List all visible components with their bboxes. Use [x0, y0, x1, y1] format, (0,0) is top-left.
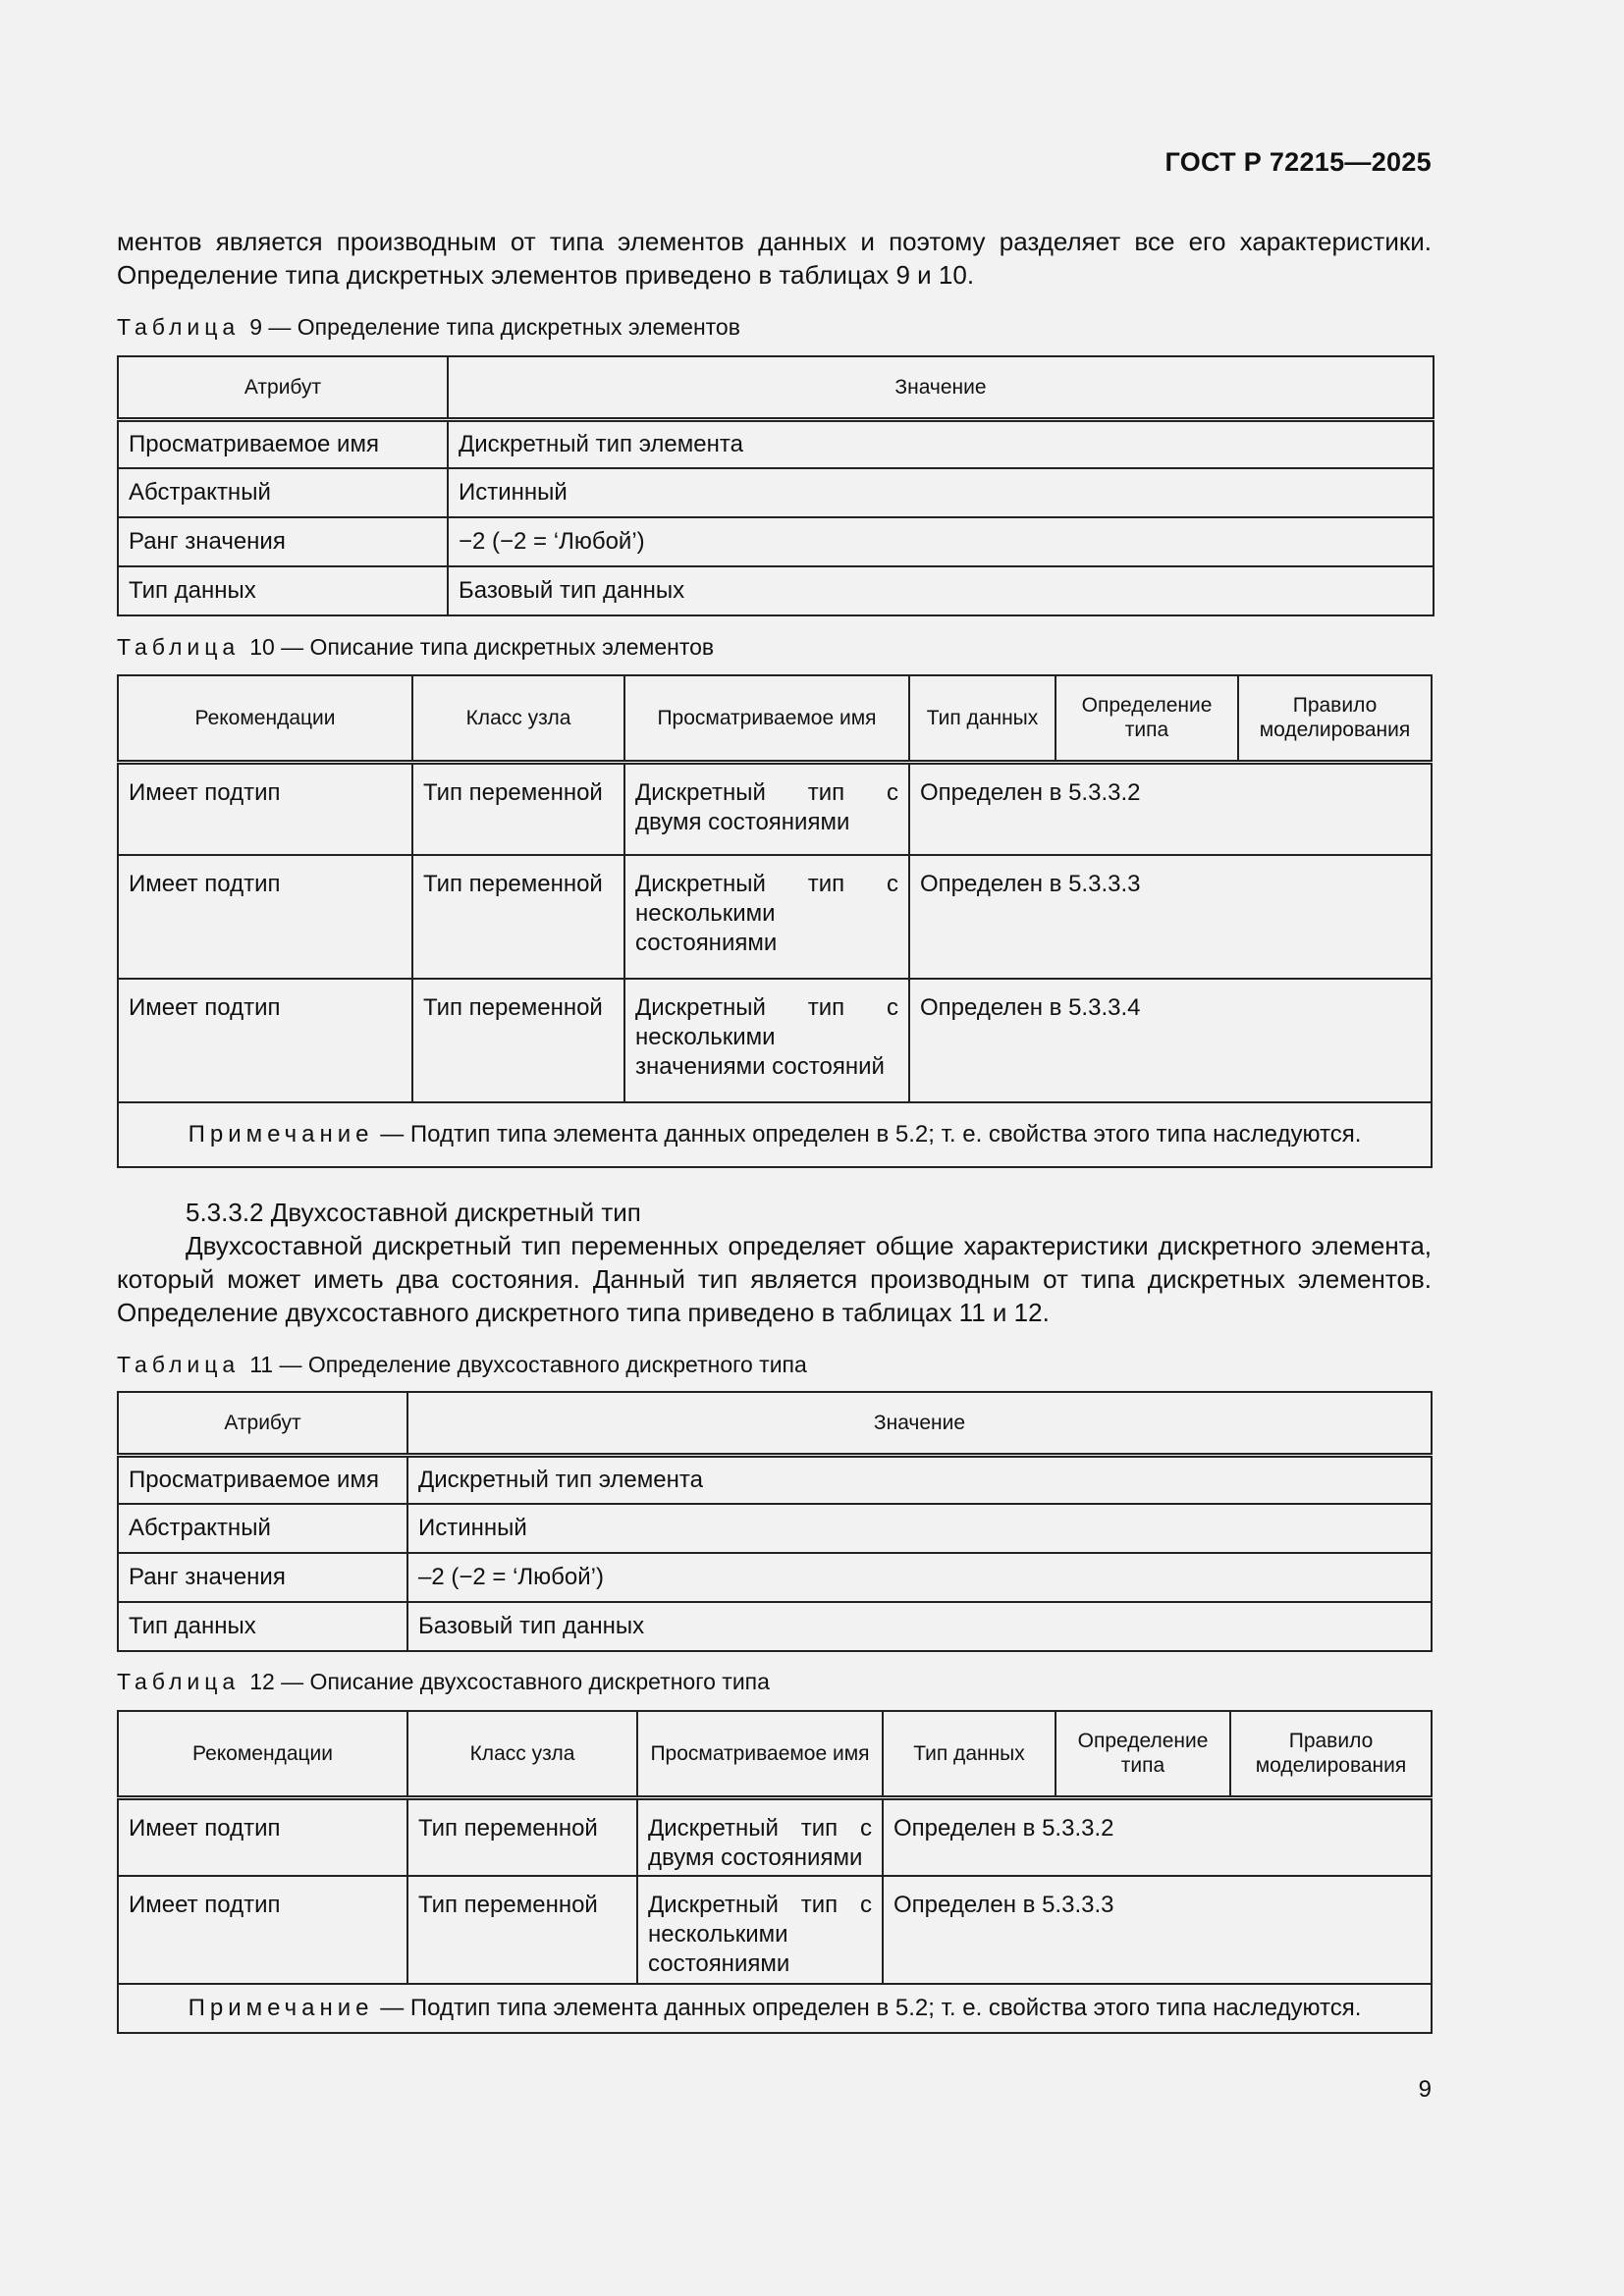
table11-cell: Тип данных — [118, 1602, 407, 1651]
table10-note-text: — Подтип типа элемента данных определен в 5.2; т. е. свойства этого типа наследуются. — [380, 1121, 1362, 1148]
table12-cell: Дискретный тип с двумя состояниями — [637, 1797, 883, 1876]
table12-header-node-class: Класс узла — [407, 1711, 637, 1797]
table11-cell: Абстрактный — [118, 1504, 407, 1553]
table12-header-modelling-rule: Правило моделирования — [1230, 1711, 1432, 1797]
table11-cell: Истинный — [407, 1504, 1432, 1553]
section-5-3-3-2 — [117, 1196, 1432, 1329]
table9-cell: Ранг значения — [118, 517, 448, 566]
table-row — [118, 468, 1434, 517]
table10-cell: Имеет подтип — [118, 855, 412, 979]
page-number: 9 — [1418, 2076, 1432, 2103]
table11-caption — [117, 1352, 807, 1378]
table9-header-value: Значение — [448, 356, 1434, 419]
table9-cell: Тип данных — [118, 566, 448, 615]
table12-header-type-definition: Определение типа — [1056, 1711, 1230, 1797]
table12-note-row — [118, 1984, 1432, 2033]
table10-cell: Определен в 5.3.3.2 — [909, 762, 1432, 855]
table12-cell: Тип переменной — [407, 1876, 637, 1984]
table11-cell: Дискретный тип элемента — [407, 1455, 1432, 1504]
table12-cell: Определен в 5.3.3.3 — [883, 1876, 1432, 1984]
table12-note-text: — Подтип типа элемента данных определен в 5.2; т. е. свойства этого типа наследуются. — [380, 1995, 1362, 2021]
table9-cell: Базовый тип данных — [448, 566, 1434, 615]
table10-note — [118, 1102, 1432, 1167]
table12-caption — [117, 1669, 770, 1695]
table12 — [117, 1710, 1433, 2034]
table10-cell: Имеет подтип — [118, 762, 412, 855]
table11-caption-word: Таблица — [117, 1352, 241, 1377]
table-row — [118, 566, 1434, 615]
intro-paragraph: ментов является производным от типа элементов данных и поэтому разделяет все его характеристики. Определение типа дискретных элементов приведено в таблицах 9 и 10. — [117, 227, 1432, 290]
table12-cell: Дискретный тип с несколькими состояниями — [637, 1876, 883, 1984]
table10-cell: Тип переменной — [412, 762, 624, 855]
table12-cell: Имеет подтип — [118, 1876, 407, 1984]
table11-cell: Ранг значения — [118, 1553, 407, 1602]
table9-caption-text: 9 — Определение типа дискретных элементов — [249, 314, 740, 340]
table9-caption-word: Таблица — [117, 314, 241, 340]
table11-caption-text: 11 — Определение двухсоставного дискретного типа — [249, 1352, 807, 1377]
table10-cell: Дискретный тип с несколькими состояниями — [624, 855, 909, 979]
table12-cell: Имеет подтип — [118, 1797, 407, 1876]
table10-caption-text: 10 — Описание типа дискретных элементов — [249, 634, 715, 660]
table10-header-modelling-rule: Правило моделирования — [1238, 675, 1432, 762]
table10-caption-word: Таблица — [117, 634, 241, 660]
table9 — [117, 355, 1435, 616]
table9-header-attribute: Атрибут — [118, 356, 448, 419]
table12-header-data-type: Тип данных — [883, 1711, 1056, 1797]
table12-caption-word: Таблица — [117, 1669, 241, 1694]
table12-caption-text: 12 — Описание двухсоставного дискретного типа — [249, 1669, 770, 1694]
table-row — [118, 1504, 1432, 1553]
table12-cell: Определен в 5.3.3.2 — [883, 1797, 1432, 1876]
table11-header-attribute: Атрибут — [118, 1392, 407, 1455]
table9-caption — [117, 314, 740, 341]
table9-cell: −2 (−2 = ‘Любой’) — [448, 517, 1434, 566]
table11-cell: –2 (−2 = ‘Любой’) — [407, 1553, 1432, 1602]
section-paragraph: Двухсоставной дискретный тип переменных определяет общие характеристики дискретного элемента, который может иметь два состояния. Данный тип является производным от типа дискретных элементов. Определение двухсоставного дискретного типа приведено в таблицах 11 и 12. — [117, 1231, 1432, 1327]
table-row — [118, 1455, 1432, 1504]
table-row — [118, 517, 1434, 566]
table10-cell: Дискретный тип с несколькими значениями состояний — [624, 979, 909, 1102]
table10-cell: Имеет подтип — [118, 979, 412, 1102]
table11 — [117, 1391, 1433, 1652]
table9-cell: Абстрактный — [118, 468, 448, 517]
table-row — [118, 1797, 1432, 1876]
table11-cell: Просматриваемое имя — [118, 1455, 407, 1504]
table-row — [118, 855, 1432, 979]
table9-cell: Дискретный тип элемента — [448, 419, 1434, 468]
table10-note-row — [118, 1102, 1432, 1167]
table10-cell: Тип переменной — [412, 855, 624, 979]
table10-header-type-definition: Определение типа — [1056, 675, 1238, 762]
table-row — [118, 1602, 1432, 1651]
table9-cell: Истинный — [448, 468, 1434, 517]
table11-header-value: Значение — [407, 1392, 1432, 1455]
section-heading: 5.3.3.2 Двухсоставной дискретный тип — [186, 1198, 641, 1227]
table-row — [118, 979, 1432, 1102]
table12-header-recommendations: Рекомендации — [118, 1711, 407, 1797]
table-row — [118, 419, 1434, 468]
table-row — [118, 1553, 1432, 1602]
table12-header-browse-name: Просматриваемое имя — [637, 1711, 883, 1797]
table10-cell: Тип переменной — [412, 979, 624, 1102]
table10-cell: Определен в 5.3.3.3 — [909, 855, 1432, 979]
table12-note — [118, 1984, 1432, 2033]
table12-note-word: Примечание — [188, 1995, 374, 2021]
document-id: ГОСТ Р 72215—2025 — [1164, 147, 1432, 177]
table10-cell: Определен в 5.3.3.4 — [909, 979, 1432, 1102]
table10-header-node-class: Класс узла — [412, 675, 624, 762]
table-row — [118, 1876, 1432, 1984]
table10-cell: Дискретный тип с двумя состояниями — [624, 762, 909, 855]
table10-header-data-type: Тип данных — [909, 675, 1056, 762]
table10 — [117, 674, 1433, 1168]
table10-caption — [117, 634, 714, 661]
table11-cell: Базовый тип данных — [407, 1602, 1432, 1651]
table12-cell: Тип переменной — [407, 1797, 637, 1876]
table9-cell: Просматриваемое имя — [118, 419, 448, 468]
table10-note-word: Примечание — [188, 1121, 374, 1148]
table10-header-browse-name: Просматриваемое имя — [624, 675, 909, 762]
table-row — [118, 762, 1432, 855]
table10-header-recommendations: Рекомендации — [118, 675, 412, 762]
